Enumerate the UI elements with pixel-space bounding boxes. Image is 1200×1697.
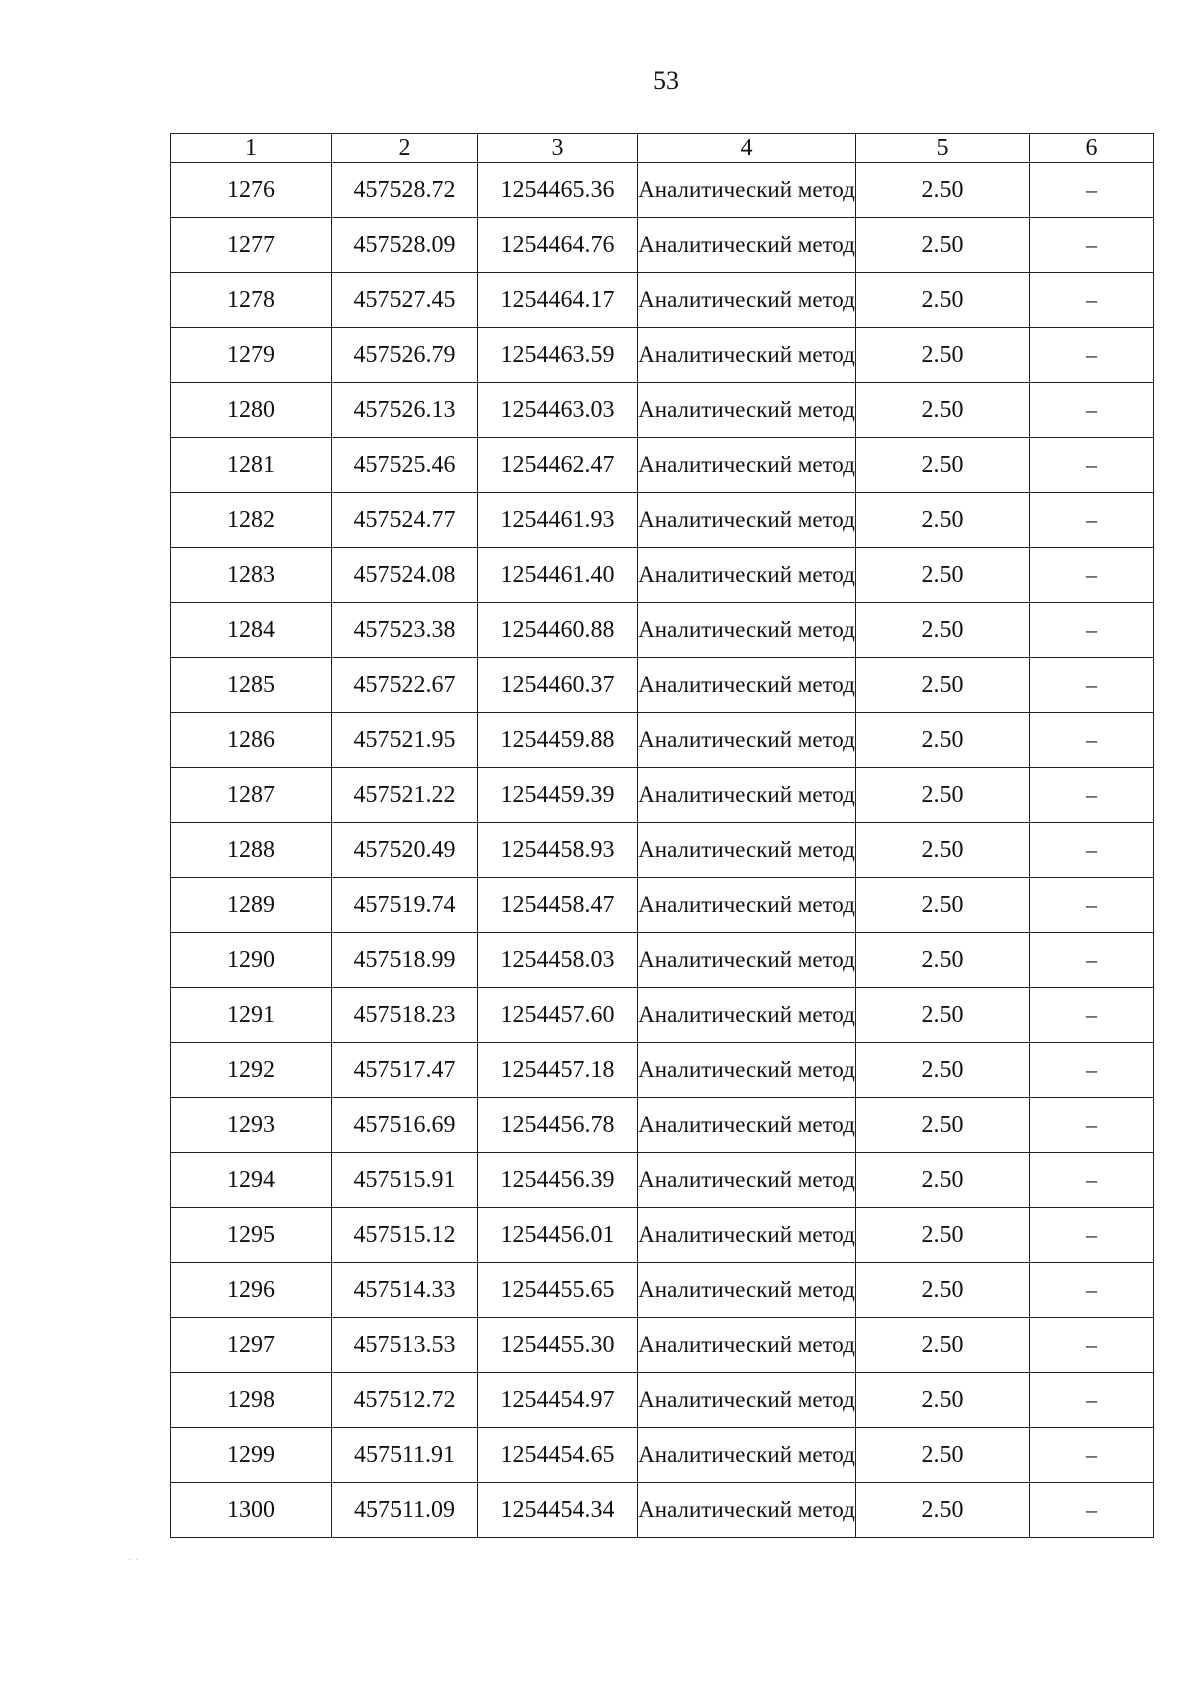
x-coordinate-cell: 457526.79 [332,328,478,383]
note-cell: – [1030,1373,1154,1428]
accuracy-cell: 2.50 [856,1373,1030,1428]
x-coordinate-cell: 457527.45 [332,273,478,328]
method-cell: Аналитический метод [638,1483,856,1538]
accuracy-cell: 2.50 [856,823,1030,878]
accuracy-cell: 2.50 [856,878,1030,933]
point-number-cell: 1299 [171,1428,332,1483]
method-cell: Аналитический метод [638,603,856,658]
table-row [171,878,1154,933]
y-coordinate-cell: 1254454.97 [478,1373,638,1428]
note-cell: – [1030,1153,1154,1208]
note-cell: – [1030,1208,1154,1263]
note-cell: – [1030,988,1154,1043]
point-number-cell: 1293 [171,1098,332,1153]
point-number-cell: 1283 [171,548,332,603]
table-header [171,134,1154,163]
x-coordinate-cell: 457513.53 [332,1318,478,1373]
y-coordinate-cell: 1254454.34 [478,1483,638,1538]
method-cell: Аналитический метод [638,1263,856,1318]
accuracy-cell: 2.50 [856,768,1030,823]
scan-noise: ·· [128,1555,143,1566]
y-coordinate-cell: 1254459.39 [478,768,638,823]
point-number-cell: 1288 [171,823,332,878]
point-number-cell: 1300 [171,1483,332,1538]
column-header: 4 [638,134,856,163]
note-cell: – [1030,548,1154,603]
accuracy-cell: 2.50 [856,1153,1030,1208]
table-row [171,493,1154,548]
table-row [171,218,1154,273]
method-cell: Аналитический метод [638,988,856,1043]
accuracy-cell: 2.50 [856,1043,1030,1098]
point-number-cell: 1277 [171,218,332,273]
table-row [171,1428,1154,1483]
x-coordinate-cell: 457515.91 [332,1153,478,1208]
y-coordinate-cell: 1254463.59 [478,328,638,383]
y-coordinate-cell: 1254454.65 [478,1428,638,1483]
point-number-cell: 1278 [171,273,332,328]
point-number-cell: 1279 [171,328,332,383]
y-coordinate-cell: 1254456.39 [478,1153,638,1208]
point-number-cell: 1297 [171,1318,332,1373]
accuracy-cell: 2.50 [856,1208,1030,1263]
point-number-cell: 1289 [171,878,332,933]
accuracy-cell: 2.50 [856,273,1030,328]
accuracy-cell: 2.50 [856,1428,1030,1483]
point-number-cell: 1290 [171,933,332,988]
column-header: 3 [478,134,638,163]
x-coordinate-cell: 457517.47 [332,1043,478,1098]
point-number-cell: 1294 [171,1153,332,1208]
method-cell: Аналитический метод [638,1428,856,1483]
point-number-cell: 1292 [171,1043,332,1098]
page-number: 53 [653,66,679,95]
table-row [171,328,1154,383]
table-row [171,603,1154,658]
y-coordinate-cell: 1254461.93 [478,493,638,548]
table-row [171,383,1154,438]
method-cell: Аналитический метод [638,878,856,933]
note-cell: – [1030,1428,1154,1483]
method-cell: Аналитический метод [638,273,856,328]
table-row [171,768,1154,823]
x-coordinate-cell: 457521.95 [332,713,478,768]
table-row [171,823,1154,878]
method-cell: Аналитический метод [638,218,856,273]
method-cell: Аналитический метод [638,1208,856,1263]
note-cell: – [1030,878,1154,933]
accuracy-cell: 2.50 [856,1098,1030,1153]
table-row [171,1153,1154,1208]
y-coordinate-cell: 1254458.47 [478,878,638,933]
table-row [171,1098,1154,1153]
column-header: 1 [171,134,332,163]
method-cell: Аналитический метод [638,823,856,878]
note-cell: – [1030,1318,1154,1373]
note-cell: – [1030,383,1154,438]
table-row [171,713,1154,768]
table-row [171,1043,1154,1098]
x-coordinate-cell: 457526.13 [332,383,478,438]
accuracy-cell: 2.50 [856,658,1030,713]
y-coordinate-cell: 1254457.18 [478,1043,638,1098]
method-cell: Аналитический метод [638,933,856,988]
x-coordinate-cell: 457528.72 [332,163,478,218]
x-coordinate-cell: 457511.09 [332,1483,478,1538]
x-coordinate-cell: 457519.74 [332,878,478,933]
method-cell: Аналитический метод [638,768,856,823]
y-coordinate-cell: 1254464.76 [478,218,638,273]
accuracy-cell: 2.50 [856,328,1030,383]
accuracy-cell: 2.50 [856,383,1030,438]
method-cell: Аналитический метод [638,713,856,768]
table-row [171,933,1154,988]
note-cell: – [1030,163,1154,218]
table-row [171,273,1154,328]
method-cell: Аналитический метод [638,1373,856,1428]
column-header: 5 [856,134,1030,163]
method-cell: Аналитический метод [638,438,856,493]
x-coordinate-cell: 457524.77 [332,493,478,548]
note-cell: – [1030,933,1154,988]
x-coordinate-cell: 457516.69 [332,1098,478,1153]
accuracy-cell: 2.50 [856,933,1030,988]
point-number-cell: 1281 [171,438,332,493]
method-cell: Аналитический метод [638,1153,856,1208]
accuracy-cell: 2.50 [856,1318,1030,1373]
y-coordinate-cell: 1254456.01 [478,1208,638,1263]
method-cell: Аналитический метод [638,658,856,713]
note-cell: – [1030,1043,1154,1098]
x-coordinate-cell: 457528.09 [332,218,478,273]
accuracy-cell: 2.50 [856,548,1030,603]
accuracy-cell: 2.50 [856,603,1030,658]
x-coordinate-cell: 457518.23 [332,988,478,1043]
x-coordinate-cell: 457522.67 [332,658,478,713]
point-number-cell: 1286 [171,713,332,768]
header-row [171,134,1154,163]
note-cell: – [1030,273,1154,328]
accuracy-cell: 2.50 [856,438,1030,493]
table-row [171,163,1154,218]
y-coordinate-cell: 1254455.30 [478,1318,638,1373]
x-coordinate-cell: 457518.99 [332,933,478,988]
table-row [171,658,1154,713]
accuracy-cell: 2.50 [856,1263,1030,1318]
x-coordinate-cell: 457525.46 [332,438,478,493]
table-row [171,1208,1154,1263]
accuracy-cell: 2.50 [856,493,1030,548]
point-number-cell: 1280 [171,383,332,438]
note-cell: – [1030,218,1154,273]
table-row [171,1318,1154,1373]
point-number-cell: 1295 [171,1208,332,1263]
column-header: 6 [1030,134,1154,163]
method-cell: Аналитический метод [638,163,856,218]
method-cell: Аналитический метод [638,493,856,548]
point-number-cell: 1282 [171,493,332,548]
y-coordinate-cell: 1254460.37 [478,658,638,713]
note-cell: – [1030,768,1154,823]
accuracy-cell: 2.50 [856,988,1030,1043]
note-cell: – [1030,603,1154,658]
accuracy-cell: 2.50 [856,163,1030,218]
table-row [171,1263,1154,1318]
table-row [171,988,1154,1043]
method-cell: Аналитический метод [638,1318,856,1373]
x-coordinate-cell: 457524.08 [332,548,478,603]
y-coordinate-cell: 1254455.65 [478,1263,638,1318]
coordinates-table-container [170,133,1153,1538]
table-body [171,163,1154,1538]
x-coordinate-cell: 457512.72 [332,1373,478,1428]
y-coordinate-cell: 1254463.03 [478,383,638,438]
method-cell: Аналитический метод [638,1098,856,1153]
point-number-cell: 1284 [171,603,332,658]
x-coordinate-cell: 457523.38 [332,603,478,658]
y-coordinate-cell: 1254464.17 [478,273,638,328]
note-cell: – [1030,1098,1154,1153]
y-coordinate-cell: 1254458.03 [478,933,638,988]
note-cell: – [1030,438,1154,493]
method-cell: Аналитический метод [638,1043,856,1098]
y-coordinate-cell: 1254457.60 [478,988,638,1043]
x-coordinate-cell: 457515.12 [332,1208,478,1263]
point-number-cell: 1276 [171,163,332,218]
x-coordinate-cell: 457514.33 [332,1263,478,1318]
accuracy-cell: 2.50 [856,713,1030,768]
y-coordinate-cell: 1254460.88 [478,603,638,658]
y-coordinate-cell: 1254459.88 [478,713,638,768]
note-cell: – [1030,1263,1154,1318]
y-coordinate-cell: 1254456.78 [478,1098,638,1153]
table-row [171,1373,1154,1428]
table-row [171,438,1154,493]
note-cell: – [1030,823,1154,878]
method-cell: Аналитический метод [638,328,856,383]
y-coordinate-cell: 1254462.47 [478,438,638,493]
x-coordinate-cell: 457521.22 [332,768,478,823]
column-header: 2 [332,134,478,163]
accuracy-cell: 2.50 [856,218,1030,273]
note-cell: – [1030,328,1154,383]
x-coordinate-cell: 457520.49 [332,823,478,878]
x-coordinate-cell: 457511.91 [332,1428,478,1483]
point-number-cell: 1296 [171,1263,332,1318]
note-cell: – [1030,493,1154,548]
note-cell: – [1030,713,1154,768]
accuracy-cell: 2.50 [856,1483,1030,1538]
y-coordinate-cell: 1254461.40 [478,548,638,603]
y-coordinate-cell: 1254465.36 [478,163,638,218]
note-cell: – [1030,658,1154,713]
y-coordinate-cell: 1254458.93 [478,823,638,878]
point-number-cell: 1298 [171,1373,332,1428]
table-row [171,548,1154,603]
table-row [171,1483,1154,1538]
coordinates-table [170,133,1154,1538]
method-cell: Аналитический метод [638,383,856,438]
note-cell: – [1030,1483,1154,1538]
point-number-cell: 1287 [171,768,332,823]
point-number-cell: 1285 [171,658,332,713]
method-cell: Аналитический метод [638,548,856,603]
point-number-cell: 1291 [171,988,332,1043]
